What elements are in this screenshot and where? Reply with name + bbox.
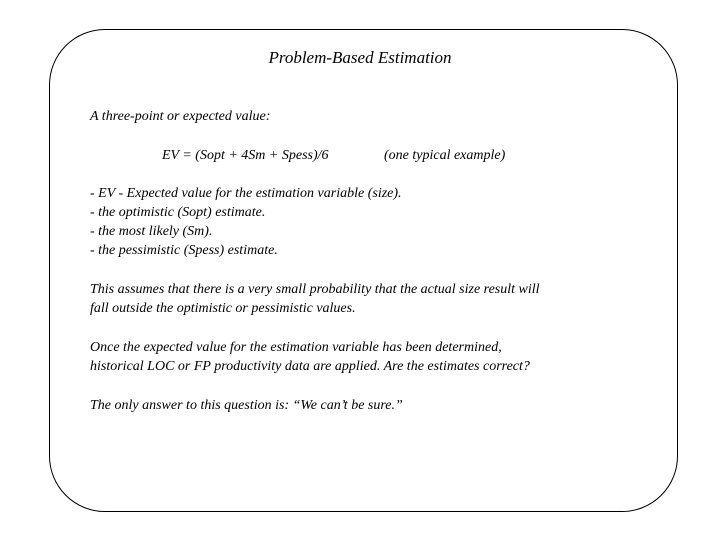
definition-ev: - EV - Expected value for the estimation variable (size). (90, 186, 402, 201)
definition-sm: - the most likely (Sm). (90, 224, 213, 239)
paragraph-productivity-line-2: historical LOC or FP productivity data are applied. Are the estimates correct? (90, 359, 530, 374)
paragraph-conclusion: The only answer to this question is: “We can’t be sure.” (90, 398, 403, 413)
definition-spess: - the pessimistic (Spess) estimate. (90, 243, 278, 258)
paragraph-assumption-line-1: This assumes that there is a very small probability that the actual size result will (90, 282, 540, 297)
slide-title: Problem-Based Estimation (268, 48, 452, 67)
slide-frame (49, 29, 678, 512)
definition-sopt: - the optimistic (Sopt) estimate. (90, 205, 266, 220)
intro-text: A three-point or expected value: (90, 109, 271, 124)
formula-note: (one typical example) (384, 148, 506, 163)
ev-formula: EV = (Sopt + 4Sm + Spess)/6 (162, 148, 329, 163)
paragraph-productivity-line-1: Once the expected value for the estimation variable has been determined, (90, 340, 502, 355)
paragraph-assumption-line-2: fall outside the optimistic or pessimistic values. (90, 301, 356, 316)
